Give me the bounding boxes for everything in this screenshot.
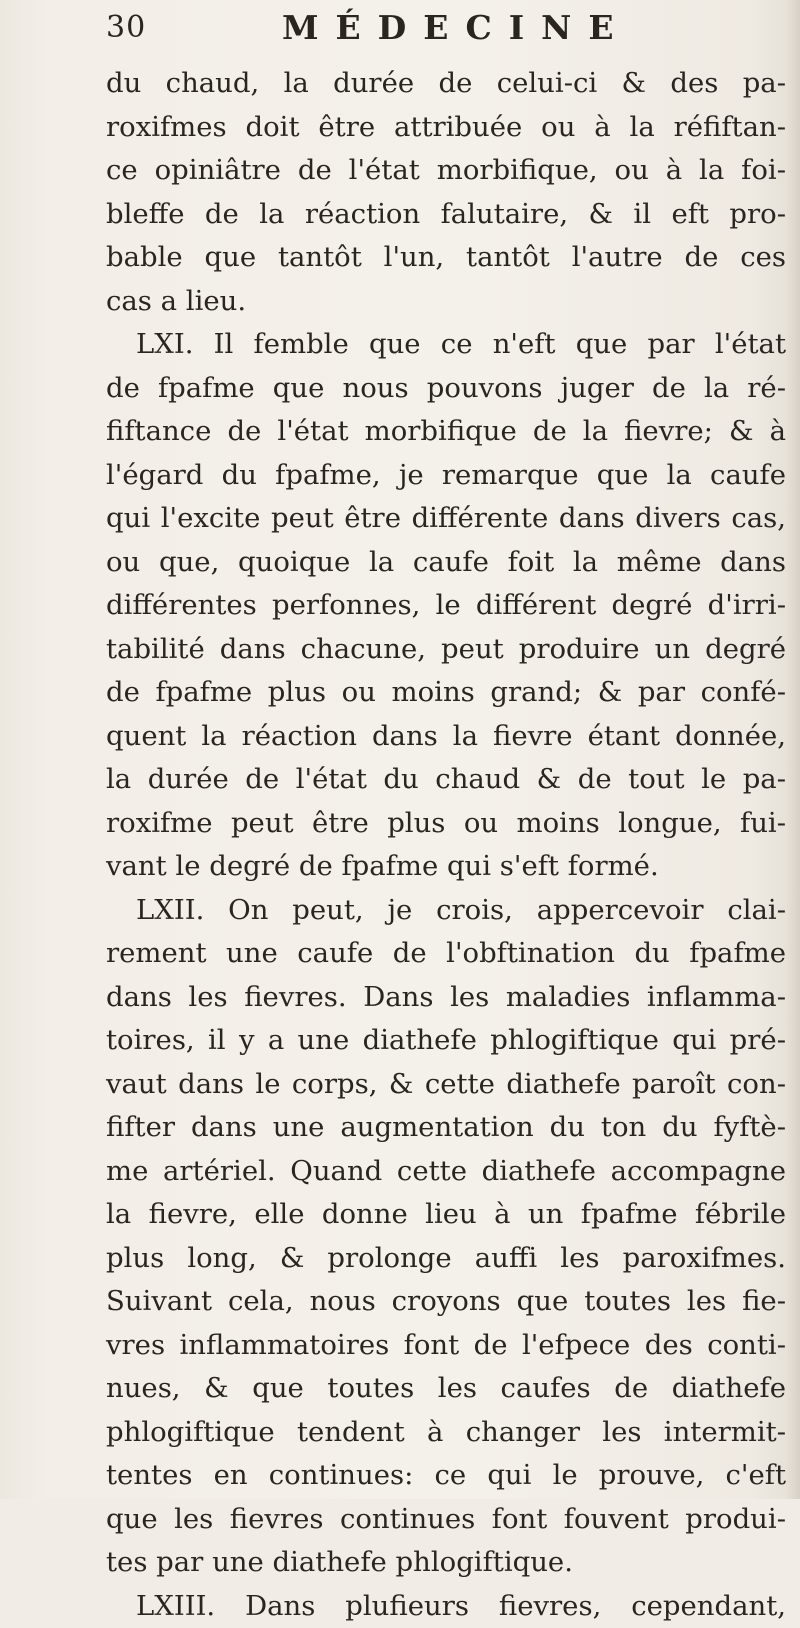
page-number: 30 [106,10,146,45]
text-line: Suivant cela, nous croyons que toutes les fie- [106,1280,786,1324]
text-line: rement une caufe de l'obftination du fpafme [106,932,786,976]
text-line: roxifme peut être plus ou moins longue, fui- [106,802,786,846]
text-line: roxifmes doit être attribuée ou à la réfiftan- [106,106,786,150]
section-start-lxiii: LXIII. Dans plufieurs fievres, cependant, [106,1585,786,1628]
text-line: tentes en continues: ce qui le prouve, c'eft [106,1454,786,1498]
text-line: me artériel. Quand cette diathefe accompagne [106,1150,786,1194]
text-line: bleffe de la réaction falutaire, & il eft pro- [106,193,786,237]
text-line: quent la réaction dans la fievre étant donnée, [106,715,786,759]
text-line: différentes perfonnes, le différent degré d'irri- [106,584,786,628]
text-line: que les fievres continues font fouvent produi- [106,1498,786,1542]
text-line: ce opiniâtre de l'état morbifique, ou à la foi- [106,149,786,193]
text-line: l'égard du fpafme, je remarque que la caufe [106,454,786,498]
text-line: vaut dans le corps, & cette diathefe paroît con- [106,1063,786,1107]
text-line: de fpafme plus ou moins grand; & par confé- [106,671,786,715]
page-edge-shadow [786,0,800,1499]
running-head: MÉDECINE [282,8,630,47]
text-line: tabilité dans chacune, peut produire un degré [106,628,786,672]
text-line: bable que tantôt l'un, tantôt l'autre de ces [106,236,786,280]
text-line: vant le degré de fpafme qui s'eft formé. [106,845,786,889]
section-start-lxii: LXII. On peut, je crois, appercevoir clai- [106,889,786,933]
text-line: cas a lieu. [106,280,786,324]
text-line: fifter dans une augmentation du ton du fyftè- [106,1106,786,1150]
text-line: phlogiftique tendent à changer les intermit- [106,1411,786,1455]
text-line: tes par une diathefe phlogiftique. [106,1541,786,1585]
text-line: la durée de l'état du chaud & de tout le pa- [106,758,786,802]
page-header [106,6,786,54]
text-line: la fievre, elle donne lieu à un fpafme fébrile [106,1193,786,1237]
text-line: de fpafme que nous pouvons juger de la ré- [106,367,786,411]
text-line: ou que, quoique la caufe foit la même dans [106,541,786,585]
body-text [106,62,786,1628]
text-line: nues, & que toutes les caufes de diathefe [106,1367,786,1411]
text-line: du chaud, la durée de celui-ci & des pa- [106,62,786,106]
section-start-lxi: LXI. Il femble que ce n'eft que par l'état [106,323,786,367]
text-line: dans les fievres. Dans les maladies inflamma- [106,976,786,1020]
text-line: plus long, & prolonge auffi les paroxifmes. [106,1237,786,1281]
text-line: qui l'excite peut être différente dans divers cas, [106,497,786,541]
text-line: fiftance de l'état morbifique de la fievre; & à [106,410,786,454]
text-line: toires, il y a une diathefe phlogiftique qui pré- [106,1019,786,1063]
text-line: vres inflammatoires font de l'efpece des conti- [106,1324,786,1368]
